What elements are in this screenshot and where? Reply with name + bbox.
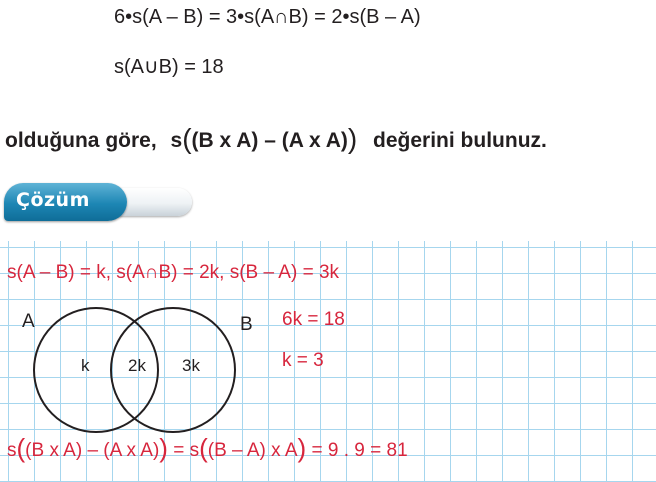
question-line (5, 122, 547, 154)
region-b-only: 3k (182, 356, 200, 375)
solution-header-label: Çözüm (16, 189, 90, 211)
solution-line-1: s(A – B) = k, s(A∩B) = 2k, s(B – A) = 3k (7, 262, 340, 283)
equation-6k: 6k = 18 (282, 309, 345, 330)
given-equation-1: 6•s(A – B) = 3•s(A∩B) = 2•s(B – A) (114, 6, 421, 28)
set-b-label: B (240, 314, 253, 335)
equation-k: k = 3 (282, 350, 324, 371)
final-answer-line: s((B x A) – (A x A)) = s((B – A) x A) = 9 . 9 = 81 (7, 433, 408, 463)
question-expression: s((B x A) – (A x A)) (170, 123, 358, 154)
region-a-only: k (81, 356, 90, 375)
set-a-label: A (22, 311, 35, 332)
region-intersection: 2k (128, 356, 146, 375)
question-prefix: olduğuna göre, (5, 129, 157, 152)
question-suffix: değerini bulunuz. (373, 129, 547, 152)
given-equation-2: s(A∪B) = 18 (114, 56, 224, 78)
solution-header-badge (4, 181, 194, 223)
